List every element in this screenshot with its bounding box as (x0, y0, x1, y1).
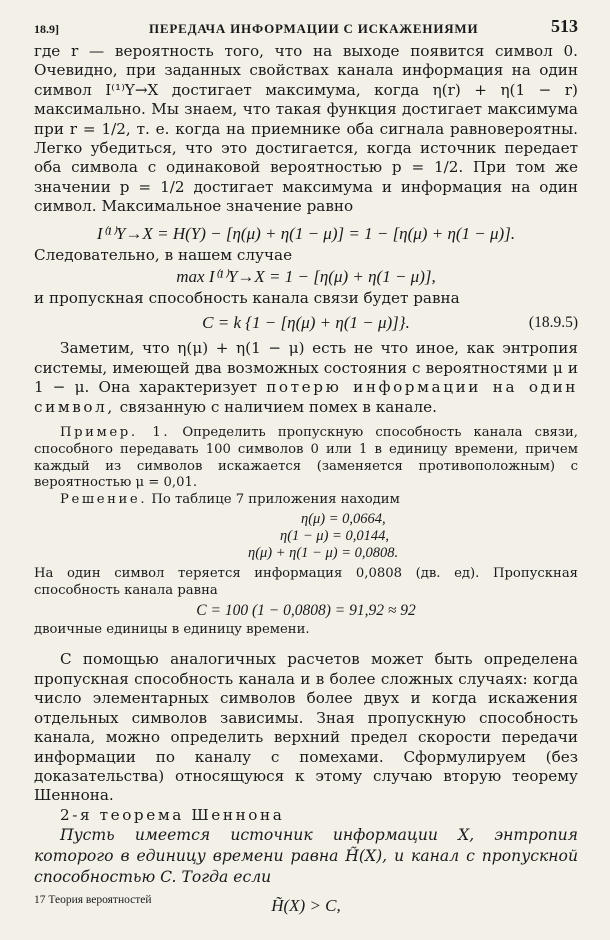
equation-number: (18.9.5) (528, 314, 578, 332)
example-label: Пример. 1. (60, 425, 171, 441)
page-number: 513 (551, 16, 578, 36)
theorem-title: 2-я теорема Шеннона (60, 805, 285, 824)
page-footer-signature: 17 Теория вероятностей (34, 894, 152, 906)
spaced-emphasis: потерю информации на один символ, (34, 378, 579, 416)
example-after: На один символ теряется информация 0,0808 (дв. ед). Пропускная способность канала равна (34, 566, 578, 598)
example-units: двоичные единицы в единицу времени. (34, 621, 310, 637)
solution-label: Решение. (60, 492, 148, 508)
example-formula: C = 100 (1 − 0,0808) = 91,92 ≈ 92 (196, 601, 416, 619)
solution-eq-1: η(μ) = 0,0664, (301, 511, 386, 528)
paragraph-5: С помощью аналогичных расчетов может быть определена пропускная способность канала и в более сложных случаях: когда число элементарных символов более двух и когда искажения отдельных символов зависимы. Зная пропускную способность канала, можно определить верхний предел скорости передачи информации по каналу с помехами. Сформулируем (без доказательства) относящуюся к этому случаю вторую теорему Шеннона. (34, 650, 578, 805)
section-number: 18.9] (34, 22, 59, 36)
running-title: ПЕРЕДАЧА ИНФОРМАЦИИ С ИСКАЖЕНИЯМИ (149, 21, 479, 36)
formula-capacity (34, 311, 578, 335)
example-statement (34, 425, 578, 492)
paragraph-1: где r — вероятность того, что на выходе появится символ 0. Очевидно, при заданных свойствах канала информация на один символ I⁽¹⁾Y→X достигает максимума, когда η(r) + η(1 − r) максимально. Мы знаем, что такая функция достигает максимума при r = 1/2, т. е. когда на приемнике оба сигнала равновероятны. Легко убедиться, что это достигается, когда источник передает оба символа с одинаковой вероятностью p = 1/2. При том же значении p = 1/2 достигает максимума и информация на один символ. Максимальное значение равно (34, 42, 578, 216)
formula-max-value: max I⁽¹⁾Y→X = 1 − [η(μ) + η(1 − μ)], (176, 267, 436, 287)
solution-eq-2: η(1 − μ) = 0,0144, (280, 528, 389, 545)
paragraph-2: Следовательно, в нашем случае (34, 245, 293, 264)
example-text: Определить пропускную способность канала связи, способного передавать 100 символов 0 или 1 в единицу времени, причем каждый из символов искажается (заменяется противоположным) с вероятностью μ = 0,01. (34, 425, 578, 491)
solution-equations (34, 511, 578, 562)
solution-text: По таблице 7 приложения находим (151, 492, 400, 508)
formula-capacity-text: C = k {1 − [η(μ) + η(1 − μ)]}. (202, 313, 410, 333)
theorem-formula: H̃(X) > C, (271, 896, 341, 916)
theorem-text: Пусть имеется источник информации X, энтропия которого в единицу времени равна H̃(X), и канал с пропускной способностью C. Тогда если (34, 826, 578, 887)
solution (34, 492, 578, 509)
paragraph-3: и пропускная способность канала связи будет равна (34, 289, 460, 308)
book-page (34, 16, 578, 924)
paragraph-4-start: Заметим, что η(μ) + η(1 − μ) есть не что иное, как энтропия системы, имеющей два возможных состояния с вероятностями μ и 1 − μ. Она характеризует (34, 339, 578, 397)
paragraph-4-end: связанную с наличием помех в канале. (119, 397, 437, 416)
page-header (34, 16, 578, 42)
example-block (34, 425, 578, 638)
solution-eq-3: η(μ) + η(1 − μ) = 0,0808. (248, 545, 399, 562)
formula-max-information: I⁽¹⁾Y→X = H(Y) − [η(μ) + η(1 − μ)] = 1 − [η(μ) + η(1 − μ)]. (96, 223, 516, 243)
paragraph-4 (34, 339, 578, 417)
